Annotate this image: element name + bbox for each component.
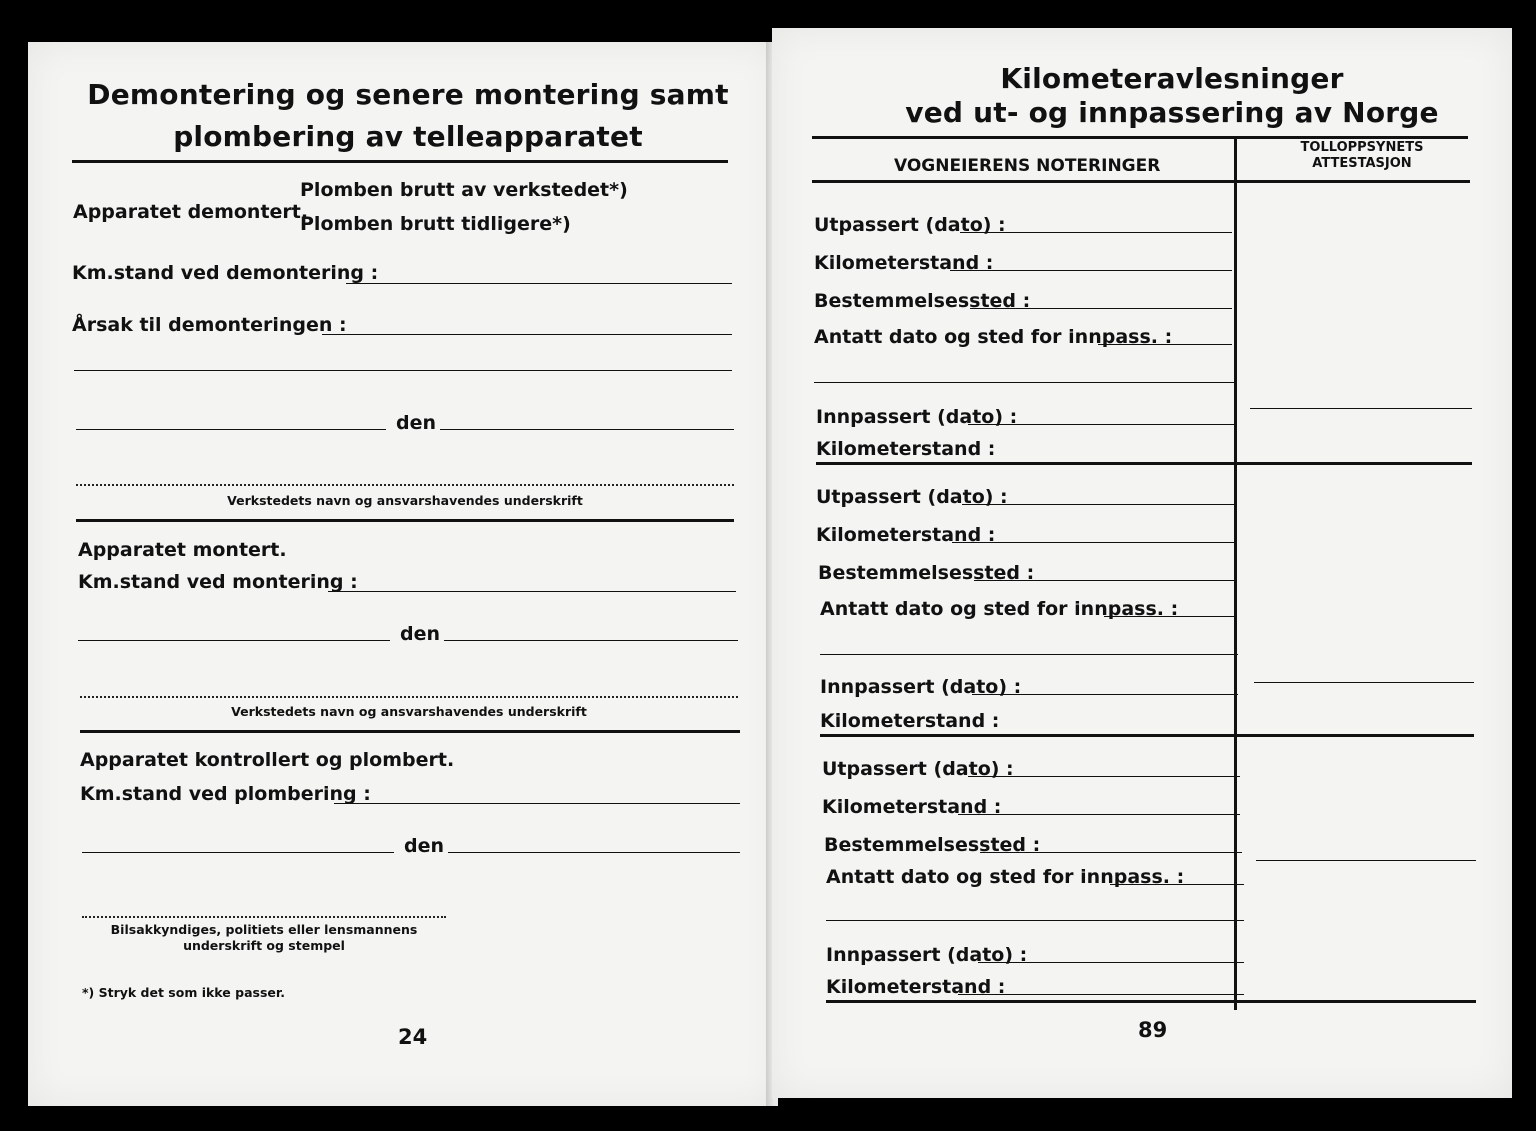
date-field-2[interactable]	[444, 640, 738, 641]
signature-line-2[interactable]	[80, 696, 738, 698]
innpassert-field-3[interactable]	[978, 962, 1244, 963]
utpassert-field-3[interactable]	[968, 776, 1240, 777]
kilometerstand-in-label-2: Kilometerstand :	[820, 710, 1000, 732]
antatt-label-2: Antatt dato og sted for innpass. :	[820, 598, 1179, 620]
utpassert-label-3: Utpassert (dato) :	[822, 758, 1014, 780]
footnote: *) Stryk det som ikke passer.	[82, 985, 285, 1000]
signature-line-1[interactable]	[76, 484, 734, 486]
innpassert-label-1: Innpassert (dato) :	[816, 406, 1018, 428]
utpassert-field-1[interactable]	[960, 232, 1232, 233]
date-field-1[interactable]	[440, 429, 734, 430]
kilometerstand-in-label-1: Kilometerstand :	[816, 438, 996, 460]
title-rule	[72, 160, 728, 163]
antatt-field-3[interactable]	[1110, 884, 1244, 885]
antatt-field-1[interactable]	[1098, 344, 1232, 345]
antatt-field-3b[interactable]	[826, 920, 1244, 921]
arsak-label: Årsak til demonteringen :	[72, 314, 347, 336]
kilometerstand-in-field-3[interactable]	[958, 994, 1244, 995]
den-label-3: den	[404, 835, 445, 857]
bestemmelsessted-label-3: Bestemmelsessted :	[824, 834, 1041, 856]
arsak-field-2[interactable]	[74, 370, 732, 371]
bestemmelsessted-label-2: Bestemmelsessted :	[818, 562, 1035, 584]
antatt-field-2b[interactable]	[820, 654, 1238, 655]
utpassert-field-2[interactable]	[962, 504, 1234, 505]
den-label-1: den	[396, 412, 437, 434]
km-demontering-label: Km.stand ved demontering :	[72, 262, 379, 284]
bilsakkyndiges-caption-1: Bilsakkyndiges, politiets eller lensmannens	[110, 922, 418, 937]
bilsakkyndiges-caption-2: underskrift og stempel	[183, 938, 345, 953]
kilometerstand-label-2: Kilometerstand :	[816, 524, 996, 546]
column-divider	[1234, 138, 1237, 1010]
page-number-left: 24	[398, 1025, 428, 1049]
left-title-line1: Demontering og senere montering samt	[87, 78, 729, 111]
innpassert-field-1[interactable]	[968, 424, 1234, 425]
col-header-customs-1: TOLLOPPSYNETS	[1300, 140, 1424, 155]
right-page	[772, 28, 1512, 1098]
verksted-signatur-caption-2: Verkstedets navn og ansvarshavendes underskrift	[231, 704, 587, 719]
innpassert-field-2[interactable]	[972, 694, 1238, 695]
bestemmelsessted-field-1[interactable]	[970, 308, 1232, 309]
right-title-line1: Kilometeravlesninger	[1000, 62, 1344, 95]
kilometerstand-in-label-3: Kilometerstand :	[826, 976, 1006, 998]
kilometerstand-field-3[interactable]	[958, 814, 1240, 815]
km-montering-label: Km.stand ved montering :	[78, 571, 358, 593]
kilometerstand-field-1[interactable]	[950, 270, 1232, 271]
section-rule-2	[80, 730, 740, 733]
km-montering-field[interactable]	[328, 591, 736, 592]
bestemmelsessted-label-1: Bestemmelsessted :	[814, 290, 1031, 312]
left-title-line2: plombering av telleapparatet	[173, 120, 643, 153]
right-title-rule	[812, 136, 1468, 139]
utpassert-label-2: Utpassert (dato) :	[816, 486, 1008, 508]
left-page	[28, 42, 778, 1106]
apparatet-montert-label: Apparatet montert.	[78, 539, 287, 561]
place-field-1[interactable]	[76, 429, 386, 430]
apparatet-kontrollert-label: Apparatet kontrollert og plombert.	[80, 749, 455, 771]
kilometerstand-label-1: Kilometerstand :	[814, 252, 994, 274]
plomben-tidligere-option[interactable]: Plomben brutt tidligere*)	[300, 213, 571, 235]
customs-field-2[interactable]	[1254, 682, 1474, 683]
utpassert-label-1: Utpassert (dato) :	[814, 214, 1006, 236]
verksted-signatur-caption-1: Verkstedets navn og ansvarshavendes underskrift	[227, 493, 583, 508]
plomben-verkstedet-option[interactable]: Plomben brutt av verkstedet*)	[300, 179, 628, 201]
page-number-right: 89	[1138, 1018, 1168, 1042]
header-rule	[812, 180, 1470, 183]
authority-signature-line[interactable]	[82, 916, 446, 918]
apparatet-demontert-label: Apparatet demontert.	[73, 201, 309, 223]
block-rule-1	[816, 462, 1472, 465]
kilometerstand-field-2[interactable]	[952, 542, 1234, 543]
km-plombering-label: Km.stand ved plombering :	[80, 783, 371, 805]
customs-field-3[interactable]	[1256, 860, 1476, 861]
date-field-3[interactable]	[448, 852, 740, 853]
kilometerstand-label-3: Kilometerstand :	[822, 796, 1002, 818]
km-demontering-field[interactable]	[346, 283, 732, 284]
block-rule-3	[826, 1000, 1476, 1003]
bestemmelsessted-field-2[interactable]	[974, 580, 1236, 581]
col-header-customs-2: ATTESTASJON	[1312, 156, 1412, 171]
right-title-line2: ved ut- og innpassering av Norge	[905, 96, 1439, 129]
antatt-field-2[interactable]	[1104, 616, 1236, 617]
den-label-2: den	[400, 623, 441, 645]
place-field-2[interactable]	[78, 640, 390, 641]
antatt-field-1b[interactable]	[814, 382, 1234, 383]
innpassert-label-3: Innpassert (dato) :	[826, 944, 1028, 966]
antatt-label-3: Antatt dato og sted for innpass. :	[826, 866, 1185, 888]
km-plombering-field[interactable]	[334, 803, 740, 804]
antatt-label-1: Antatt dato og sted for innpass. :	[814, 326, 1173, 348]
place-field-3[interactable]	[82, 852, 394, 853]
block-rule-2	[820, 734, 1474, 737]
bestemmelsessted-field-3[interactable]	[980, 852, 1242, 853]
col-header-owner: VOGNEIERENS NOTERINGER	[894, 156, 1161, 176]
innpassert-label-2: Innpassert (dato) :	[820, 676, 1022, 698]
customs-field-1[interactable]	[1250, 408, 1472, 409]
section-rule-1	[76, 519, 734, 522]
arsak-field[interactable]	[322, 334, 732, 335]
